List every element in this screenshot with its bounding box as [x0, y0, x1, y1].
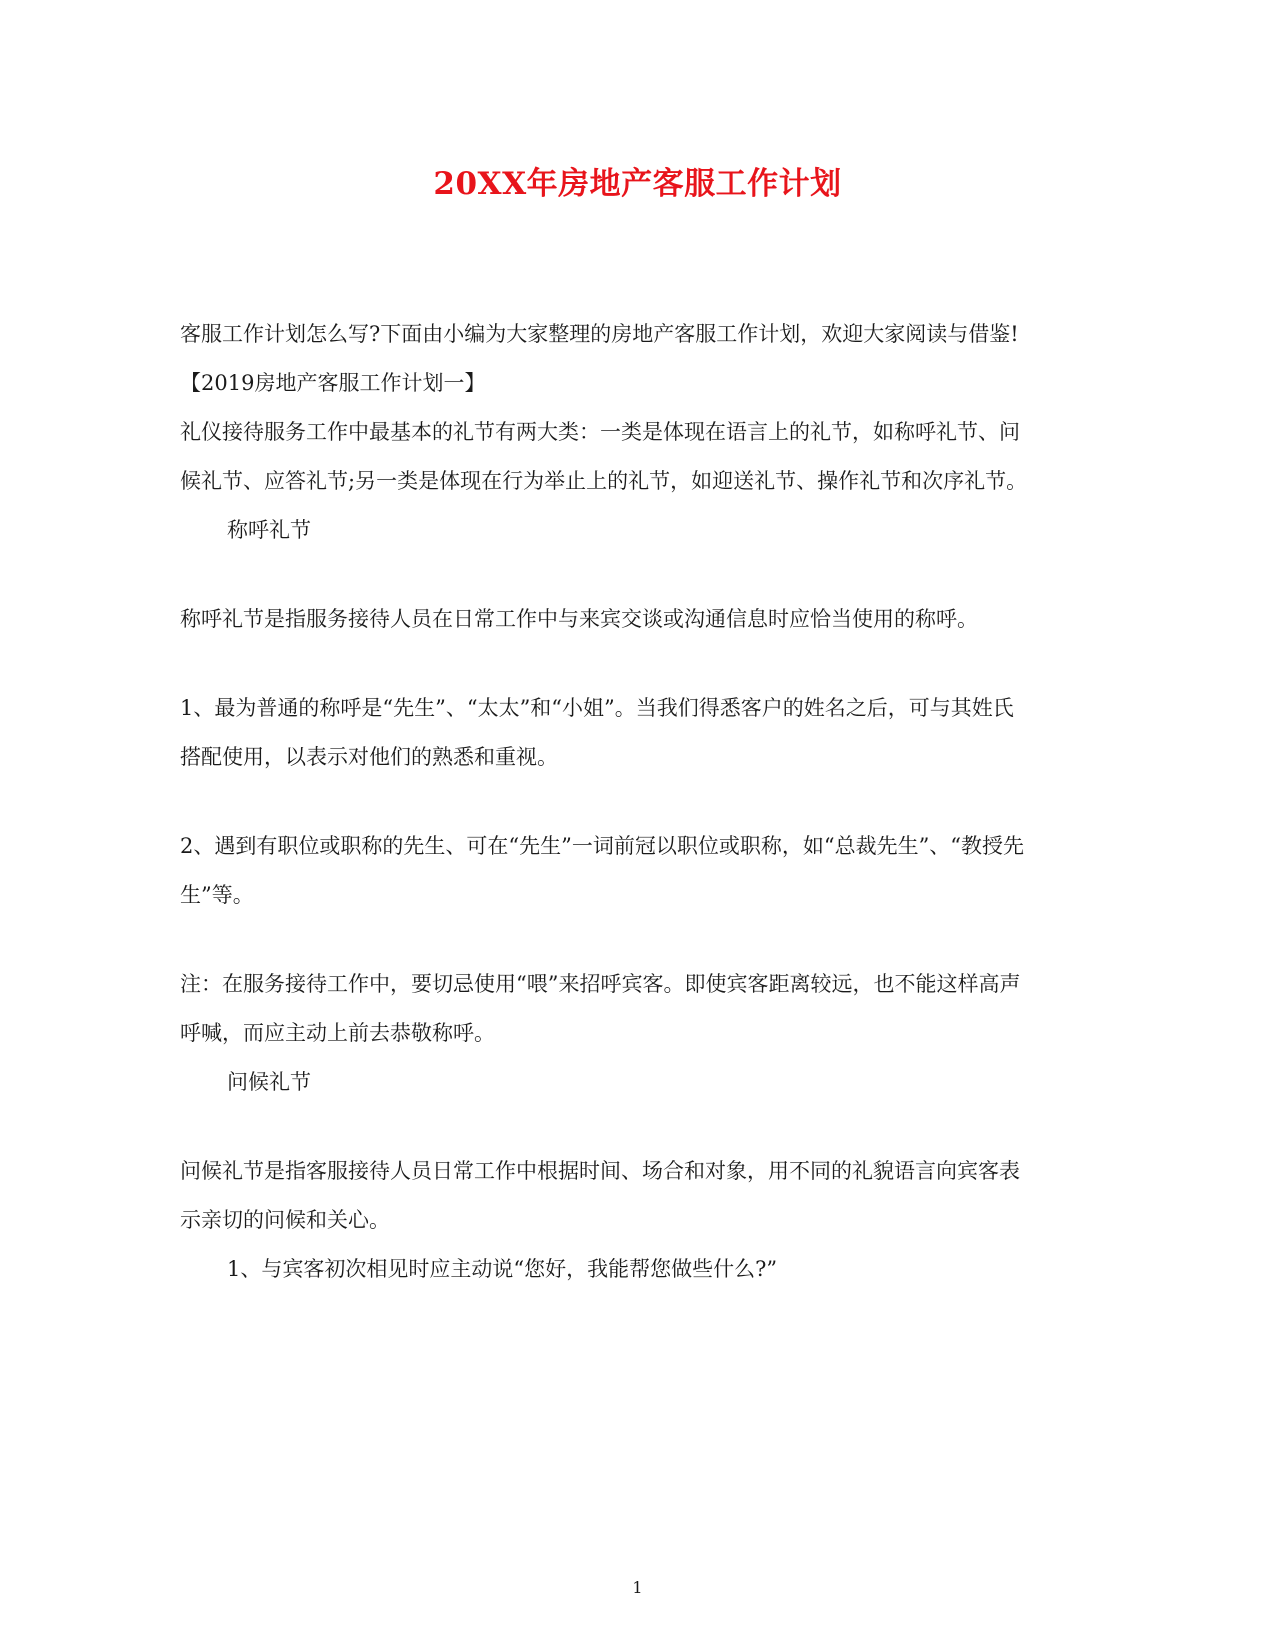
section-heading-plan-one: 【2019房地产客服工作计划一】: [180, 371, 486, 395]
greeting-rule-1: 1、与宾客初次相见时应主动说“您好，我能帮您做些什么?”: [227, 1257, 778, 1281]
address-etiquette-definition: 称呼礼节是指服务接待人员在日常工作中与来宾交谈或沟通信息时应恰当使用的称呼。: [180, 607, 978, 631]
document-title: 20XX年房地产客服工作计划: [433, 166, 842, 202]
greeting-etiquette-definition: 问候礼节是指客服接待人员日常工作中根据时间、场合和对象，用不同的礼貌语言向宾客表示亲切的问候和关心。: [180, 1159, 1020, 1232]
address-rule-2: 2、遇到有职位或职称的先生、可在“先生”一词前冠以职位或职称，如“总裁先生”、“教授先生”等。: [180, 834, 1025, 907]
subheading-greeting-etiquette: 问候礼节: [227, 1070, 311, 1094]
subheading-address-etiquette: 称呼礼节: [227, 518, 311, 542]
page-number: 1: [632, 1578, 643, 1597]
document-body: [180, 310, 1030, 1294]
etiquette-overview-paragraph: 礼仪接待服务工作中最基本的礼节有两大类：一类是体现在语言上的礼节，如称呼礼节、问候礼节、应答礼节;另一类是体现在行为举止上的礼节，如迎送礼节、操作礼节和次序礼节。: [180, 420, 1028, 493]
address-rule-1: 1、最为普通的称呼是“先生”、“太太”和“小姐”。当我们得悉客户的姓名之后，可与其姓氏搭配使用，以表示对他们的熟悉和重视。: [180, 696, 1014, 769]
address-note: 注：在服务接待工作中，要切忌使用“喂”来招呼宾客。即使宾客距离较远，也不能这样高声呼喊，而应主动上前去恭敬称呼。: [180, 972, 1021, 1045]
intro-paragraph: 客服工作计划怎么写?下面由小编为大家整理的房地产客服工作计划，欢迎大家阅读与借鉴!: [180, 322, 1019, 346]
